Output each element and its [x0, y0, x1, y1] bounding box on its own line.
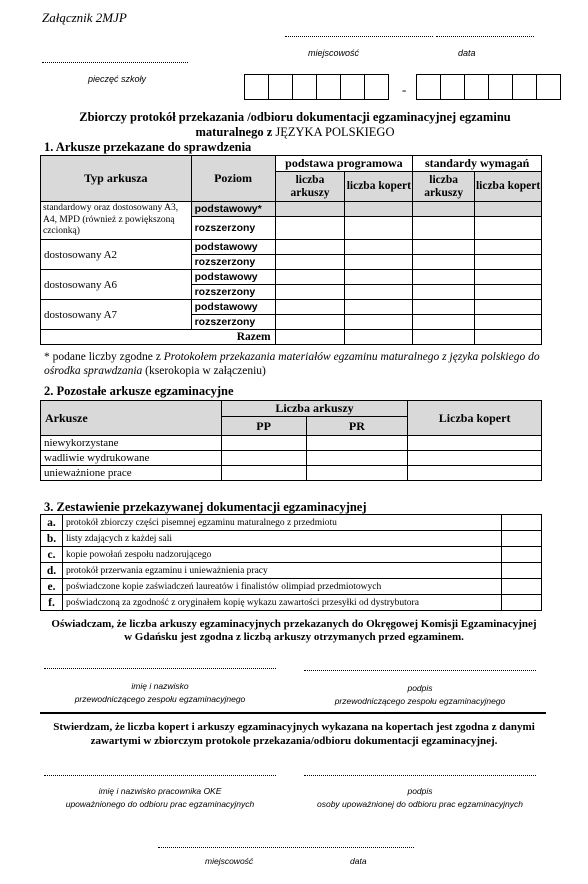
item-text: poświadczone kopie zaświadczeń laureatów i finalistów olimpiad przedmiotowych [62, 579, 501, 595]
title-line2 [40, 125, 550, 140]
declaration-2-line2: zawartymi w zbiorczym protokole przekazania/odbioru dokumentacji egzaminacyjnej. [90, 735, 498, 747]
row-label: wadliwie wydrukowane [41, 451, 222, 466]
input-cell[interactable] [413, 285, 475, 300]
check-cell[interactable] [502, 515, 542, 531]
code-box[interactable] [268, 74, 293, 100]
doc-item-row [41, 563, 542, 579]
section3-heading: 3. Zestawienie przekazywanej dokumentacji egzaminacyjnej [44, 500, 367, 514]
input-cell[interactable] [306, 466, 408, 481]
declaration-2-line1: Stwierdzam, że liczba kopert i arkuszy egzaminacyjnych wykazana na kopertach jest zgodna z danymi [53, 721, 535, 733]
sub-sheets-header: liczba arkuszy [275, 172, 345, 202]
chair-name-caption [44, 680, 276, 706]
place-label: miejscowość [308, 48, 360, 58]
input-cell[interactable] [475, 255, 542, 270]
title-line1: Zbiorczy protokół przekazania /odbioru dokumentacji egzaminacyjnej egzaminu [79, 110, 511, 124]
input-cell[interactable] [475, 300, 542, 315]
caption-line: podpis [407, 683, 433, 693]
row-type-label: standardowy oraz dostosowany A3, A4, MPD (również z powiększoną czcionką) [41, 202, 192, 240]
input-cell[interactable] [413, 330, 475, 345]
divider [40, 712, 546, 714]
sub-envelopes-header: liczba kopert [475, 172, 542, 202]
title-subject: JĘZYKA POLSKIEGO [275, 125, 395, 139]
code-box[interactable] [244, 74, 269, 100]
level-label: rozszerzony [191, 285, 275, 300]
table-row [41, 202, 542, 217]
item-letter: a. [41, 515, 63, 531]
chair-signature-caption [304, 682, 536, 708]
input-cell[interactable] [345, 202, 413, 217]
input-cell[interactable] [345, 270, 413, 285]
input-cell[interactable] [413, 270, 475, 285]
input-cell[interactable] [275, 270, 345, 285]
input-cell[interactable] [275, 217, 345, 240]
input-cell[interactable] [306, 451, 408, 466]
check-cell[interactable] [502, 563, 542, 579]
item-text: kopie powołań zespołu nadzorującego [62, 547, 501, 563]
section2-table [40, 400, 542, 481]
caption-line: przewodniczącego zespołu egzaminacyjnego [74, 694, 246, 704]
row-label: niewykorzystane [41, 436, 222, 451]
input-cell[interactable] [345, 255, 413, 270]
input-cell[interactable] [475, 285, 542, 300]
level-label: podstawowy* [191, 202, 275, 217]
chair-signature-field[interactable] [304, 670, 536, 671]
table-row [41, 240, 542, 255]
declaration-1-line1: Oświadczam, że liczba arkuszy egzaminacyjnych przekazanych do Okręgowej Komisji Egzaminacyjnej [51, 618, 537, 630]
input-cell[interactable] [306, 436, 408, 451]
input-cell[interactable] [408, 466, 542, 481]
row-label: unieważnione prace [41, 466, 222, 481]
input-cell[interactable] [345, 315, 413, 330]
item-text: protokół przerwania egzaminu i unieważnienia pracy [62, 563, 501, 579]
check-cell[interactable] [502, 595, 542, 611]
total-row [41, 330, 542, 345]
input-cell[interactable] [221, 466, 306, 481]
input-cell[interactable] [408, 451, 542, 466]
level-label: podstawowy [191, 240, 275, 255]
check-cell[interactable] [502, 547, 542, 563]
chair-name-field[interactable] [44, 668, 276, 669]
input-cell[interactable] [413, 255, 475, 270]
input-cell[interactable] [275, 315, 345, 330]
input-cell[interactable] [345, 285, 413, 300]
footer-date-label: data [350, 856, 367, 866]
item-letter: d. [41, 563, 63, 579]
level-label: rozszerzony [191, 315, 275, 330]
doc-item-row [41, 531, 542, 547]
footnote-italic: Protokołem przekazania materiałów egzaminu maturalnego z języka polskiego do ośrodka sprawdzania [44, 351, 540, 377]
total-label: Razem [41, 330, 276, 345]
caption-line: przewodniczącego zespołu egzaminacyjnego [334, 696, 506, 706]
caption-line: imię i nazwisko [131, 681, 189, 691]
input-cell[interactable] [475, 330, 542, 345]
doc-item-row [41, 515, 542, 531]
table-row [41, 300, 542, 315]
declaration-1-line2: w Gdańsku jest zgodna z liczbą arkuszy otrzymanych przed egzaminem. [124, 631, 464, 643]
input-cell[interactable] [275, 202, 345, 217]
col-type-header: Typ arkusza [41, 156, 192, 202]
title-line2-bold: maturalnego z [195, 125, 276, 139]
check-cell[interactable] [502, 579, 542, 595]
level-label: podstawowy [191, 270, 275, 285]
code-box[interactable] [440, 74, 465, 100]
input-cell[interactable] [475, 315, 542, 330]
group-sw-header: standardy wymagań [413, 156, 542, 172]
code-box[interactable] [536, 74, 561, 100]
input-cell[interactable] [475, 217, 542, 240]
input-cell[interactable] [475, 240, 542, 255]
item-letter: c. [41, 547, 63, 563]
code-box[interactable] [416, 74, 441, 100]
stamp-label: pieczęć szkoły [88, 74, 147, 84]
input-cell[interactable] [345, 217, 413, 240]
footnote-plain: * podane liczby zgodne z [44, 351, 164, 363]
code-box[interactable] [316, 74, 341, 100]
code-box[interactable] [464, 74, 489, 100]
input-cell[interactable] [475, 202, 542, 217]
declaration-2 [30, 720, 558, 748]
input-cell[interactable] [475, 270, 542, 285]
doc-item-row [41, 595, 542, 611]
input-cell[interactable] [275, 285, 345, 300]
table-row [41, 270, 542, 285]
col-pp-header: PP [221, 417, 306, 436]
col-pr-header: PR [306, 417, 408, 436]
sub-envelopes-header: liczba kopert [345, 172, 413, 202]
input-cell[interactable] [345, 330, 413, 345]
row-type-label: dostosowany A7 [41, 300, 192, 330]
caption-line: upoważnionego do odbioru prac egzaminacyjnych [65, 799, 255, 809]
input-cell[interactable] [413, 217, 475, 240]
oke-signature-field[interactable] [304, 775, 536, 776]
row-type-label: dostosowany A2 [41, 240, 192, 270]
input-cell[interactable] [413, 240, 475, 255]
footer-place-date-field[interactable] [158, 847, 414, 848]
code-box[interactable] [364, 74, 389, 100]
section1-table [40, 155, 542, 345]
page-title [40, 110, 550, 140]
sub-sheets-header: liczba arkuszy [413, 172, 475, 202]
input-cell[interactable] [345, 240, 413, 255]
col-count-header: Liczba arkuszy [221, 401, 408, 417]
input-cell[interactable] [413, 300, 475, 315]
table-row [41, 436, 542, 451]
input-cell[interactable] [221, 436, 306, 451]
code-box[interactable] [340, 74, 365, 100]
check-cell[interactable] [502, 531, 542, 547]
table-row [41, 451, 542, 466]
code-box[interactable] [488, 74, 513, 100]
item-letter: f. [41, 595, 63, 611]
input-cell[interactable] [275, 330, 345, 345]
date-label: data [458, 48, 476, 58]
item-text: poświadczoną za zgodność z oryginałem kopię wykazu zawartości przesyłki od dystrybutora [62, 595, 501, 611]
school-code-boxes-left [244, 74, 389, 100]
table-row [41, 466, 542, 481]
input-cell[interactable] [221, 451, 306, 466]
declaration-1 [30, 618, 558, 644]
doc-item-row [41, 579, 542, 595]
caption-line: imię i nazwisko pracownika OKE [98, 786, 222, 796]
section3-table [40, 514, 542, 611]
item-letter: b. [41, 531, 63, 547]
oke-name-caption [44, 785, 276, 811]
input-cell[interactable] [413, 202, 475, 217]
row-type-label: dostosowany A6 [41, 270, 192, 300]
footer-place-label: miejscowość [205, 856, 254, 866]
code-box[interactable] [512, 74, 537, 100]
col-level-header: Poziom [191, 156, 275, 202]
date-field[interactable] [436, 36, 534, 37]
code-box[interactable] [292, 74, 317, 100]
stamp-field[interactable] [42, 62, 188, 63]
input-cell[interactable] [275, 255, 345, 270]
item-text: protokół zbiorczy części pisemnej egzaminu maturalnego z przedmiotu [62, 515, 501, 531]
level-label: rozszerzony [191, 217, 275, 240]
oke-signature-caption [304, 785, 536, 811]
oke-name-field[interactable] [44, 775, 276, 776]
footnote [44, 350, 544, 378]
level-label: podstawowy [191, 300, 275, 315]
section2-heading: 2. Pozostałe arkusze egzaminacyjne [44, 384, 234, 398]
caption-line: podpis [407, 786, 433, 796]
doc-item-row [41, 547, 542, 563]
section1-heading: 1. Arkusze przekazane do sprawdzenia [44, 140, 252, 154]
place-field[interactable] [285, 36, 433, 37]
input-cell[interactable] [408, 436, 542, 451]
group-pp-header: podstawa programowa [275, 156, 413, 172]
code-dash: - [402, 82, 407, 97]
caption-line: osoby upoważnionej do odbioru prac egzaminacyjnych [316, 799, 524, 809]
input-cell[interactable] [345, 300, 413, 315]
col-sheets-header: Arkusze [41, 401, 222, 436]
input-cell[interactable] [413, 315, 475, 330]
col-envelopes-header: Liczba kopert [408, 401, 542, 436]
input-cell[interactable] [275, 240, 345, 255]
annex-label: Załącznik 2MJP [42, 10, 127, 25]
footnote-end: (kserokopia w załączeniu) [142, 365, 266, 377]
input-cell[interactable] [275, 300, 345, 315]
school-code-boxes-right [416, 74, 561, 100]
item-text: listy zdających z każdej sali [62, 531, 501, 547]
item-letter: e. [41, 579, 63, 595]
level-label: rozszerzony [191, 255, 275, 270]
